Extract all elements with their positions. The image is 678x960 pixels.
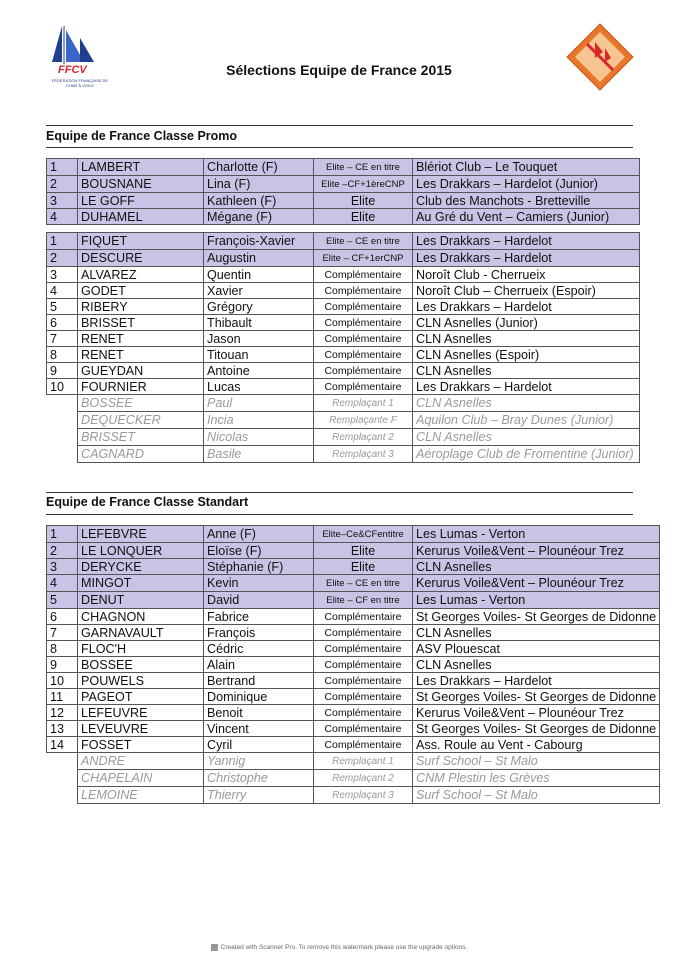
athlete-number: 6: [47, 609, 78, 625]
athlete-number: 2: [47, 176, 78, 193]
standart-section-title: Equipe de France Classe Standart: [46, 495, 249, 509]
athlete-last-name: DERYCKE: [78, 559, 204, 575]
athlete-last-name: BOSSEE: [78, 395, 204, 412]
athlete-first-name: Xavier: [204, 283, 314, 299]
status-text: Complémentaire: [324, 723, 402, 735]
status-text: Complémentaire: [324, 627, 402, 639]
athlete-last-name: DUHAMEL: [78, 209, 204, 225]
athlete-club: Kerurus Voile&Vent – Plounéour Trez: [413, 705, 660, 721]
status-text: Elite – CE en titre: [326, 578, 400, 589]
status-text: Elite –CF+1èreCNP: [321, 179, 405, 190]
athlete-club: CLN Asnelles: [413, 429, 640, 446]
athlete-number: 9: [47, 363, 78, 379]
sail-icon: [50, 24, 110, 66]
athlete-row: [47, 347, 640, 363]
athlete-number: 4: [47, 209, 78, 225]
status-text: Remplaçant 3: [332, 790, 394, 801]
athlete-number: 2: [47, 543, 78, 559]
athlete-first-name: Mégane (F): [204, 209, 314, 225]
athlete-first-name: Stéphanie (F): [204, 559, 314, 575]
athlete-status: [314, 395, 413, 412]
status-text: Complémentaire: [324, 317, 402, 329]
status-text: Remplaçant 2: [332, 773, 394, 784]
athlete-row: [47, 721, 660, 737]
athlete-first-name: Vincent: [204, 721, 314, 737]
athlete-number: 10: [47, 379, 78, 395]
logo-left-text: FFCV: [58, 64, 87, 76]
athlete-last-name: FOURNIER: [78, 379, 204, 395]
athlete-last-name: BOUSNANE: [78, 176, 204, 193]
athlete-row: [47, 705, 660, 721]
status-text: Complémentaire: [324, 675, 402, 687]
replacement-row: [47, 429, 640, 446]
section-rule: [46, 125, 633, 126]
athlete-status: [314, 753, 413, 770]
athlete-status: [314, 315, 413, 331]
athlete-row: [47, 331, 640, 347]
replacement-row: [47, 787, 660, 804]
athlete-first-name: Incia: [204, 412, 314, 429]
athlete-row: [47, 233, 640, 250]
status-text: Complémentaire: [324, 349, 402, 361]
status-text: Complémentaire: [324, 301, 402, 313]
athlete-status: [314, 267, 413, 283]
athlete-first-name: François-Xavier: [204, 233, 314, 250]
page-title: Sélections Equipe de France 2015: [226, 62, 452, 78]
athlete-last-name: FLOC'H: [78, 641, 204, 657]
athlete-number: 8: [47, 347, 78, 363]
athlete-number: 14: [47, 737, 78, 753]
athlete-status: [314, 299, 413, 315]
athlete-number: 3: [47, 559, 78, 575]
athlete-club: CLN Asnelles (Junior): [413, 315, 640, 331]
athlete-first-name: Christophe: [204, 770, 314, 787]
athlete-status: [314, 379, 413, 395]
status-text: Elite – CE en titre: [326, 236, 400, 247]
athlete-status: [314, 446, 413, 463]
athlete-last-name: GODET: [78, 283, 204, 299]
athlete-row: [47, 250, 640, 267]
athlete-last-name: CAGNARD: [78, 446, 204, 463]
status-text: Elite: [350, 543, 376, 558]
section-rule: [46, 147, 633, 148]
athlete-last-name: LEFEBVRE: [78, 526, 204, 543]
athlete-club: Surf School – St Malo: [413, 753, 660, 770]
status-text: Complémentaire: [324, 285, 402, 297]
athlete-number: 11: [47, 689, 78, 705]
athlete-number: 3: [47, 193, 78, 209]
athlete-last-name: PAGEOT: [78, 689, 204, 705]
athlete-number: 6: [47, 315, 78, 331]
athlete-last-name: RENET: [78, 331, 204, 347]
athlete-status: [314, 673, 413, 689]
athlete-first-name: Thibault: [204, 315, 314, 331]
status-text: Complémentaire: [324, 739, 402, 751]
athlete-row: [47, 159, 640, 176]
athlete-last-name: POUWELS: [78, 673, 204, 689]
athlete-first-name: Lucas: [204, 379, 314, 395]
athlete-last-name: RIBERY: [78, 299, 204, 315]
athlete-first-name: Paul: [204, 395, 314, 412]
athlete-last-name: LEMOINE: [78, 787, 204, 804]
athlete-first-name: Bertrand: [204, 673, 314, 689]
athlete-status: [314, 689, 413, 705]
athlete-status: [314, 331, 413, 347]
status-text: Remplaçant 1: [332, 398, 394, 409]
athlete-club: Surf School – St Malo: [413, 787, 660, 804]
athlete-club: ASV Plouescat: [413, 641, 660, 657]
athlete-status: [314, 737, 413, 753]
athlete-last-name: LEFEUVRE: [78, 705, 204, 721]
status-text: Elite – CF en titre: [326, 595, 400, 606]
status-text: Elite: [350, 193, 376, 208]
athlete-number: 1: [47, 159, 78, 176]
athlete-club: Les Lumas - Verton: [413, 592, 660, 609]
logo-left-subtext: FÉDÉRATION FRANÇAISE DE CHAR À VOILE: [51, 78, 109, 88]
athlete-number: 5: [47, 299, 78, 315]
athlete-last-name: BRISSET: [78, 429, 204, 446]
athlete-last-name: FOSSET: [78, 737, 204, 753]
athlete-row: [47, 543, 660, 559]
athlete-row: [47, 379, 640, 395]
athlete-last-name: BRISSET: [78, 315, 204, 331]
athlete-club: Blériot Club – Le Touquet: [413, 159, 640, 176]
athlete-status: [314, 575, 413, 592]
section-rule: [46, 492, 633, 493]
athlete-club: Les Drakkars – Hardelot: [413, 673, 660, 689]
athlete-first-name: Lina (F): [204, 176, 314, 193]
athlete-club: CLN Asnelles: [413, 363, 640, 379]
athlete-row: [47, 267, 640, 283]
athlete-status: [314, 412, 413, 429]
status-text: Elite – CF+1erCNP: [322, 253, 404, 264]
status-text: Complémentaire: [324, 691, 402, 703]
athlete-number: 13: [47, 721, 78, 737]
athlete-club: CLN Asnelles (Espoir): [413, 347, 640, 363]
status-text: Elite: [350, 209, 376, 224]
athlete-club: Club des Manchots - Bretteville: [413, 193, 640, 209]
status-text: Complémentaire: [324, 365, 402, 377]
status-text: Complémentaire: [324, 333, 402, 345]
athlete-club: St Georges Voiles- St Georges de Didonne: [413, 721, 660, 737]
athlete-status: [314, 209, 413, 225]
athlete-club: Kerurus Voile&Vent – Plounéour Trez: [413, 575, 660, 592]
athlete-last-name: LE LONQUER: [78, 543, 204, 559]
status-text: Elite–Ce&CFentitre: [322, 529, 404, 540]
status-text: Remplaçant 3: [332, 449, 394, 460]
diamond-sign-icon: [565, 22, 635, 92]
status-text: Complémentaire: [324, 611, 402, 623]
athlete-club: St Georges Voiles- St Georges de Didonne: [413, 689, 660, 705]
status-text: Complémentaire: [324, 381, 402, 393]
replacement-row: [47, 446, 640, 463]
athlete-first-name: Grégory: [204, 299, 314, 315]
athlete-status: [314, 625, 413, 641]
athlete-row: [47, 193, 640, 209]
status-text: Complémentaire: [324, 269, 402, 281]
status-text: Remplaçante F: [329, 415, 397, 426]
athlete-last-name: CHAGNON: [78, 609, 204, 625]
replacement-row: [47, 770, 660, 787]
athlete-club: Les Lumas - Verton: [413, 526, 660, 543]
athlete-first-name: Fabrice: [204, 609, 314, 625]
athlete-club: Les Drakkars – Hardelot: [413, 299, 640, 315]
athlete-first-name: Quentin: [204, 267, 314, 283]
athlete-number: 1: [47, 526, 78, 543]
athlete-status: [314, 609, 413, 625]
promo-group2-table: [46, 232, 640, 463]
athlete-first-name: Thierry: [204, 787, 314, 804]
athlete-status: [314, 705, 413, 721]
athlete-last-name: ANDRE: [78, 753, 204, 770]
athlete-last-name: GUEYDAN: [78, 363, 204, 379]
athlete-first-name: Anne (F): [204, 526, 314, 543]
scanner-icon: [211, 944, 218, 951]
athlete-number: 5: [47, 592, 78, 609]
athlete-status: [314, 159, 413, 176]
athlete-first-name: Kathleen (F): [204, 193, 314, 209]
watermark-footer: [0, 944, 678, 951]
athlete-number: [47, 412, 78, 429]
athlete-number: [47, 787, 78, 804]
athlete-club: Au Gré du Vent – Camiers (Junior): [413, 209, 640, 225]
athlete-row: [47, 641, 660, 657]
athlete-first-name: Charlotte (F): [204, 159, 314, 176]
athlete-last-name: CHAPELAIN: [78, 770, 204, 787]
athlete-club: CLN Asnelles: [413, 657, 660, 673]
athlete-number: [47, 429, 78, 446]
standart-table: [46, 525, 660, 804]
athlete-status: [314, 592, 413, 609]
athlete-number: 3: [47, 267, 78, 283]
athlete-status: [314, 526, 413, 543]
athlete-number: [47, 446, 78, 463]
athlete-first-name: Kevin: [204, 575, 314, 592]
athlete-last-name: LAMBERT: [78, 159, 204, 176]
athlete-number: [47, 753, 78, 770]
athlete-number: [47, 395, 78, 412]
athlete-first-name: Antoine: [204, 363, 314, 379]
athlete-number: 4: [47, 283, 78, 299]
athlete-row: [47, 575, 660, 592]
athlete-status: [314, 721, 413, 737]
athlete-club: CLN Asnelles: [413, 559, 660, 575]
athlete-club: Noroît Club - Cherrueix: [413, 267, 640, 283]
athlete-status: [314, 559, 413, 575]
athlete-status: [314, 543, 413, 559]
athlete-status: [314, 770, 413, 787]
athlete-row: [47, 363, 640, 379]
status-text: Elite: [350, 559, 376, 574]
replacement-row: [47, 753, 660, 770]
athlete-number: 10: [47, 673, 78, 689]
athlete-number: 2: [47, 250, 78, 267]
athlete-club: Aquilon Club – Bray Dunes (Junior): [413, 412, 640, 429]
athlete-last-name: LE GOFF: [78, 193, 204, 209]
athlete-status: [314, 193, 413, 209]
athlete-last-name: GARNAVAULT: [78, 625, 204, 641]
athlete-last-name: MINGOT: [78, 575, 204, 592]
athlete-last-name: ALVAREZ: [78, 267, 204, 283]
status-text: Complémentaire: [324, 659, 402, 671]
athlete-row: [47, 526, 660, 543]
athlete-number: 1: [47, 233, 78, 250]
athlete-first-name: François: [204, 625, 314, 641]
athlete-status: [314, 233, 413, 250]
athlete-number: 9: [47, 657, 78, 673]
athlete-club: Les Drakkars – Hardelot: [413, 233, 640, 250]
athlete-status: [314, 787, 413, 804]
athlete-last-name: BOSSEE: [78, 657, 204, 673]
athlete-club: Kerurus Voile&Vent – Plounéour Trez: [413, 543, 660, 559]
athlete-number: [47, 770, 78, 787]
ffcv-logo: [50, 24, 110, 96]
athlete-last-name: FIQUET: [78, 233, 204, 250]
athlete-first-name: Cédric: [204, 641, 314, 657]
athlete-row: [47, 559, 660, 575]
status-text: Complémentaire: [324, 643, 402, 655]
athlete-row: [47, 299, 640, 315]
status-text: Remplaçant 1: [332, 756, 394, 767]
status-text: Complémentaire: [324, 707, 402, 719]
athlete-status: [314, 250, 413, 267]
athlete-club: CLN Asnelles: [413, 625, 660, 641]
athlete-first-name: Benoit: [204, 705, 314, 721]
athlete-row: [47, 657, 660, 673]
athlete-first-name: Eloïse (F): [204, 543, 314, 559]
athlete-first-name: Yannig: [204, 753, 314, 770]
athlete-status: [314, 657, 413, 673]
athlete-first-name: Basile: [204, 446, 314, 463]
athlete-club: Les Drakkars – Hardelot: [413, 250, 640, 267]
athlete-last-name: DESCURE: [78, 250, 204, 267]
athlete-club: Noroît Club – Cherrueix (Espoir): [413, 283, 640, 299]
athlete-first-name: David: [204, 592, 314, 609]
athlete-row: [47, 737, 660, 753]
athlete-first-name: Augustin: [204, 250, 314, 267]
athlete-number: 12: [47, 705, 78, 721]
athlete-club: CLN Asnelles: [413, 331, 640, 347]
athlete-status: [314, 283, 413, 299]
athlete-status: [314, 363, 413, 379]
athlete-club: CLN Asnelles: [413, 395, 640, 412]
athlete-row: [47, 176, 640, 193]
athlete-club: Les Drakkars – Hardelot: [413, 379, 640, 395]
athlete-club: St Georges Voiles- St Georges de Didonne: [413, 609, 660, 625]
athlete-last-name: DEQUECKER: [78, 412, 204, 429]
replacement-row: [47, 412, 640, 429]
athlete-row: [47, 689, 660, 705]
athlete-last-name: DENUT: [78, 592, 204, 609]
athlete-first-name: Dominique: [204, 689, 314, 705]
athlete-first-name: Nicolas: [204, 429, 314, 446]
sign-logo: [565, 22, 635, 92]
athlete-row: [47, 209, 640, 225]
athlete-club: Les Drakkars – Hardelot (Junior): [413, 176, 640, 193]
athlete-row: [47, 315, 640, 331]
athlete-row: [47, 673, 660, 689]
athlete-status: [314, 347, 413, 363]
athlete-status: [314, 429, 413, 446]
athlete-first-name: Cyril: [204, 737, 314, 753]
footer-text: Created with Scanner Pro. To remove this watermark please use the upgrade options.: [220, 944, 468, 952]
athlete-number: 7: [47, 625, 78, 641]
athlete-last-name: LEVEUVRE: [78, 721, 204, 737]
athlete-status: [314, 641, 413, 657]
athlete-club: CNM Plestin les Grèves: [413, 770, 660, 787]
athlete-number: 4: [47, 575, 78, 592]
athlete-status: [314, 176, 413, 193]
athlete-club: Aéroplage Club de Fromentine (Junior): [413, 446, 640, 463]
athlete-first-name: Alain: [204, 657, 314, 673]
promo-section-title: Equipe de France Classe Promo: [46, 129, 238, 143]
athlete-row: [47, 283, 640, 299]
athlete-row: [47, 609, 660, 625]
athlete-first-name: Jason: [204, 331, 314, 347]
status-text: Elite – CE en titre: [326, 162, 400, 173]
replacement-row: [47, 395, 640, 412]
status-text: Remplaçant 2: [332, 432, 394, 443]
section-rule: [46, 514, 633, 515]
athlete-club: Ass. Roule au Vent - Cabourg: [413, 737, 660, 753]
athlete-last-name: RENET: [78, 347, 204, 363]
athlete-first-name: Titouan: [204, 347, 314, 363]
athlete-number: 8: [47, 641, 78, 657]
promo-group1-table: [46, 158, 640, 225]
athlete-row: [47, 592, 660, 609]
athlete-row: [47, 625, 660, 641]
athlete-number: 7: [47, 331, 78, 347]
